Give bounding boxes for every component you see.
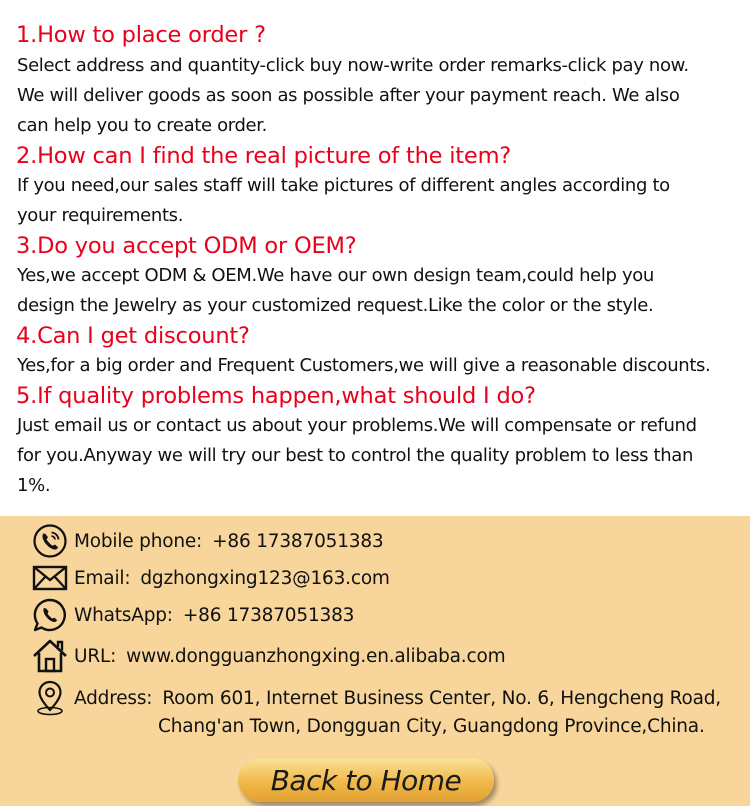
contact-url	[32, 638, 505, 674]
contact-address	[32, 680, 721, 716]
address-label: Address:	[74, 687, 153, 709]
faq-question-4: 4.Can I get discount?	[16, 323, 250, 349]
whatsapp-label: WhatsApp:	[74, 604, 173, 626]
faq-answer-1-line-1: Select address and quantity-click buy now-write order remarks-click pay now.	[17, 55, 689, 76]
faq-answer-2-line-2: your requirements.	[17, 205, 184, 226]
contact-whatsapp	[32, 597, 354, 633]
home-icon	[32, 638, 68, 674]
faq-answer-5-line-1: Just email us or contact us about your problems.We will compensate or refund	[17, 415, 697, 436]
phone-icon	[32, 523, 68, 559]
email-value[interactable]: dgzhongxing123@163.com	[140, 567, 390, 589]
back-to-home-button[interactable]: Back to Home	[238, 758, 494, 802]
faq-answer-2-line-1: If you need,our sales staff will take pictures of different angles according to	[17, 175, 670, 196]
email-label: Email:	[74, 567, 131, 589]
faq-answer-5-line-2: for you.Anyway we will try our best to control the quality problem to less than	[17, 445, 694, 466]
faq-question-5: 5.If quality problems happen,what should I do?	[16, 383, 536, 409]
contact-phone	[32, 523, 384, 559]
faq-question-1: 1.How to place order ?	[16, 22, 266, 48]
whatsapp-icon	[32, 597, 68, 633]
contact-email	[32, 560, 390, 596]
envelope-icon	[32, 560, 68, 596]
address-line-1: Room 601, Internet Business Center, No. 6, Hengcheng Road,	[162, 687, 721, 709]
phone-label: Mobile phone:	[74, 530, 203, 552]
faq-answer-1-line-3: can help you to create order.	[17, 115, 268, 136]
faq-answer-5-line-3: 1%.	[17, 475, 51, 496]
url-label: URL:	[74, 645, 117, 667]
location-pin-icon	[32, 680, 68, 716]
phone-value[interactable]: +86 17387051383	[212, 530, 384, 552]
faq-question-3: 3.Do you accept ODM or OEM?	[16, 233, 357, 259]
faq-answer-4-line-1: Yes,for a big order and Frequent Customers,we will give a reasonable discounts.	[17, 355, 711, 376]
faq-answer-3-line-2: design the Jewelry as your customized request.Like the color or the style.	[17, 295, 654, 316]
faq-question-2: 2.How can I find the real picture of the item?	[16, 143, 512, 169]
faq-answer-3-line-1: Yes,we accept ODM & OEM.We have our own design team,could help you	[17, 265, 654, 286]
whatsapp-value[interactable]: +86 17387051383	[182, 604, 355, 626]
address-line-2: Chang'an Town, Dongguan City, Guangdong Province,China.	[158, 716, 705, 737]
faq-answer-1-line-2: We will deliver goods as soon as possible after your payment reach. We also	[17, 85, 680, 106]
url-value[interactable]: www.dongguanzhongxing.en.alibaba.com	[126, 645, 506, 667]
